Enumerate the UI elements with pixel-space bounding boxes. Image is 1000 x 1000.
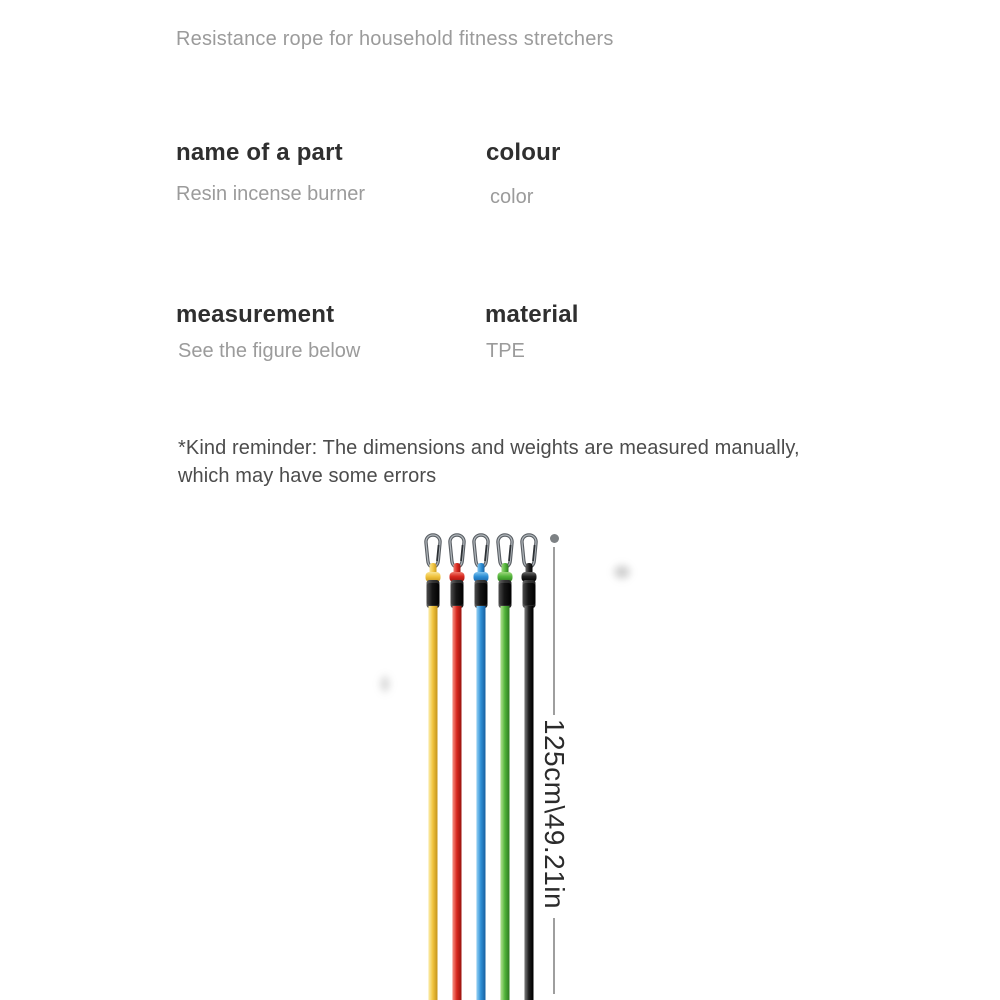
measure-endpoint-dot [550, 534, 559, 543]
band-cord [453, 606, 462, 1000]
band-sleeve [499, 580, 512, 608]
band-sleeve [475, 580, 488, 608]
band-cord [477, 606, 486, 1000]
measure-line-bottom [553, 918, 555, 994]
spec-label-part-name: name of a part [176, 139, 343, 166]
band-sleeve [523, 580, 536, 608]
band-blue [469, 530, 493, 1000]
spec-value-colour: color [490, 186, 534, 208]
kind-reminder-line2: which may have some errors [178, 465, 437, 487]
measure-line-top [553, 547, 555, 715]
band-cord [501, 606, 510, 1000]
band-sleeve [451, 580, 464, 608]
page-title: Resistance rope for household fitness stretchers [176, 28, 614, 50]
band-cord [429, 606, 438, 1000]
band-sleeve [427, 580, 440, 608]
spec-value-measurement: See the figure below [178, 340, 361, 362]
spec-label-colour: colour [486, 139, 561, 166]
spec-value-material: TPE [486, 340, 525, 362]
spec-label-measurement: measurement [176, 301, 335, 328]
photo-smudge [606, 558, 638, 586]
spec-value-part-name: Resin incense burner [176, 183, 365, 205]
measurement-length-label: 125cm\49.21in [539, 718, 570, 910]
band-cord [525, 606, 534, 1000]
kind-reminder-line1: *Kind reminder: The dimensions and weights are measured manually, [178, 437, 800, 459]
photo-smudge [374, 668, 396, 700]
band-yellow [421, 530, 445, 1000]
spec-label-material: material [485, 301, 579, 328]
band-red [445, 530, 469, 1000]
band-green [493, 530, 517, 1000]
